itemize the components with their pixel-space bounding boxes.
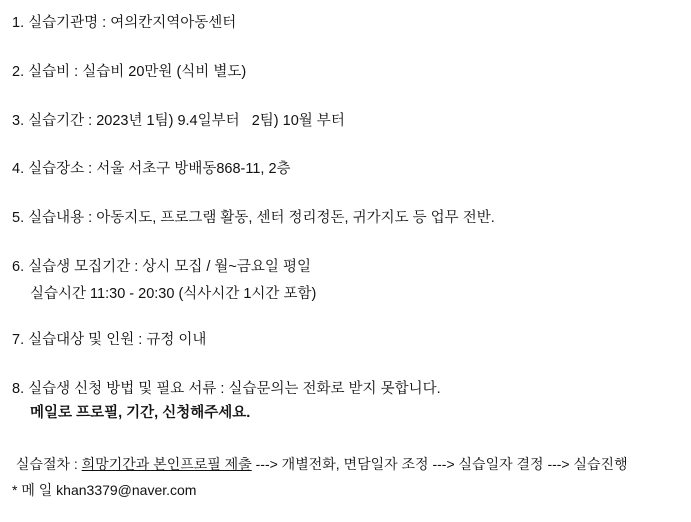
- document-line-target: 7. 실습대상 및 인원 : 규정 이내: [12, 332, 207, 348]
- document-line-email: [12, 481, 196, 499]
- document-line-procedure: [12, 455, 628, 473]
- email-label: * 메 일: [12, 482, 57, 498]
- document-line-mail-note: 메일로 프로필, 기간, 신청해주세요.: [30, 405, 251, 421]
- document-line-recruit-period: 6. 실습생 모집기간 : 상시 모집 / 월~금요일 평일: [12, 259, 311, 275]
- document-line-practice-hours: 실습시간 11:30 - 20:30 (식사시간 1시간 포함): [30, 286, 317, 302]
- document-line-apply-method: 8. 실습생 신청 방법 및 필요 서류 : 실습문의는 전화로 받지 못합니다.: [12, 381, 441, 397]
- document-line-period: 3. 실습기간 : 2023년 1팀) 9.4일부터 2팀) 10월 부터: [12, 113, 345, 129]
- document-line-fee: 2. 실습비 : 실습비 20만원 (식비 별도): [12, 64, 247, 80]
- document-line-content: 5. 실습내용 : 아동지도, 프로그램 활동, 센터 정리정돈, 귀가지도 등 업무 전반.: [12, 210, 495, 226]
- email-address: khan3379@naver.com: [56, 482, 197, 498]
- procedure-prefix: 실습절차 :: [12, 456, 82, 472]
- procedure-rest: ---> 개별전화, 면담일자 조정 ---> 실습일자 결정 ---> 실습진행: [251, 456, 628, 472]
- document-line-institution: 1. 실습기관명 : 여의칸지역아동센터: [12, 15, 237, 31]
- document-line-location: 4. 실습장소 : 서울 서초구 방배동868-11, 2층: [12, 161, 291, 177]
- procedure-underlined-part: 희망기간과 본인프로필 제출: [81, 456, 252, 472]
